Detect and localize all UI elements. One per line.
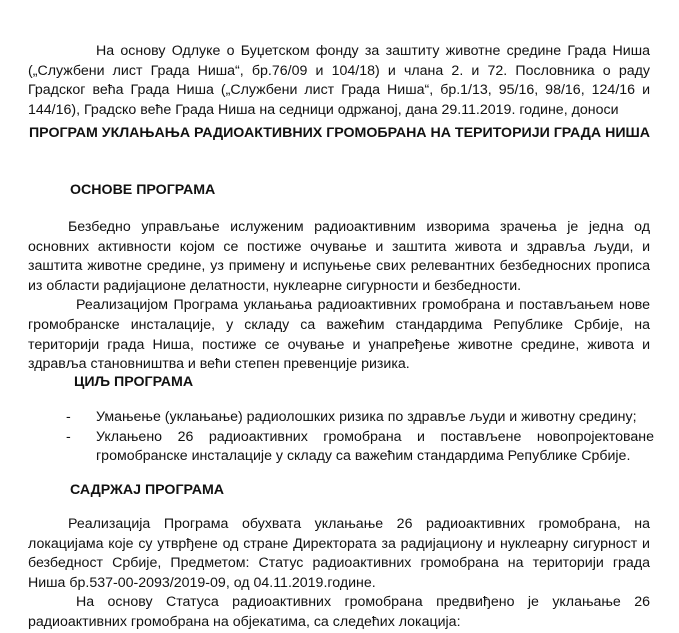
heading-cilj: ЦИЉ ПРОГРАМА xyxy=(74,374,194,390)
dash-marker: - xyxy=(66,428,71,445)
intro-line-1: На основу Одлуке о Буџетском фонду за заштиту животне средине Града Ниша xyxy=(96,43,650,59)
document-title: ПРОГРАМ УКЛАЊАЊА РАДИОАКТИВНИХ ГРОМОБРАНА НА ТЕРИТОРИЈИ ГРАДА НИША xyxy=(28,125,651,141)
sadrzaj-paragraph-1: Реализација Програма обухвата уклањање 26 радиоактивних громобрана, на локацијама које су утврђене од стране Директората за радијациону и нуклеарну сигурност и безбедност Србије, Предметом: Статус радиоактивних громобрана на територији града Ниша бр.537-00-2093/2019-09, од 04.11.2019.године. xyxy=(28,516,650,591)
list-item xyxy=(66,408,654,428)
intro-paragraph xyxy=(28,42,650,120)
osnove-paragraph-2: Реализацијом Програма уклањања радиоактивних громобрана и постављањем нове громобранске инсталације, у складу са важећим стандардима Републике Србије, на територији града Ниша, постиже се очување и унапређење животне средине, живота и здравља становништва и већи степен превенције ризика. xyxy=(28,297,650,373)
dash-marker: - xyxy=(66,409,71,425)
intro-line-rest: („Службени лист Града Ниша“, бр.76/09 и 104/18) и члана 2. и 72. Пословника о раду Градског већа Града Ниша („Службени лист Града Ниша“, бр.1/13, 95/16, 98/16, 124/16 и 144/16), Градско веће Града Ниша на седници одржаној, дана 29.11.2019. године, доноси xyxy=(28,62,650,118)
osnove-paragraph-1: Безбедно управљање ислуженим радиоактивним изворима зрачења је једна од основних активности којом се постиже очување и заштита живота и здравља људи, и заштита животне средине, уз примену и испуњење свих релевантних безбедносних прописа из области радијационе делатности, нуклеарне сигурности и безбедности. xyxy=(28,219,650,294)
list-item xyxy=(66,428,654,467)
sadrzaj-paragraph-2: На основу Статуса радиоактивних громобрана предвиђено је уклањање 26 радиоактивних громобрана на објекатима, са следећих локација: xyxy=(28,594,650,630)
cilj-list xyxy=(66,408,654,467)
osnove-body xyxy=(28,218,650,375)
sadrzaj-body xyxy=(28,515,650,633)
list-item-text: Умањење (уклањање) радиолошких ризика по здравље људи и животну средину; xyxy=(96,409,637,425)
list-item-text: Уклањено 26 радиоактивних громобрана и постављене новопројектоване громобранске инсталације у складу са важећим стандардима Републике Србије. xyxy=(96,428,654,465)
intro-text xyxy=(28,42,650,120)
heading-osnove: ОСНОВЕ ПРОГРАМА xyxy=(70,182,216,198)
heading-sadrzaj: САДРЖАЈ ПРОГРАМА xyxy=(70,482,225,498)
